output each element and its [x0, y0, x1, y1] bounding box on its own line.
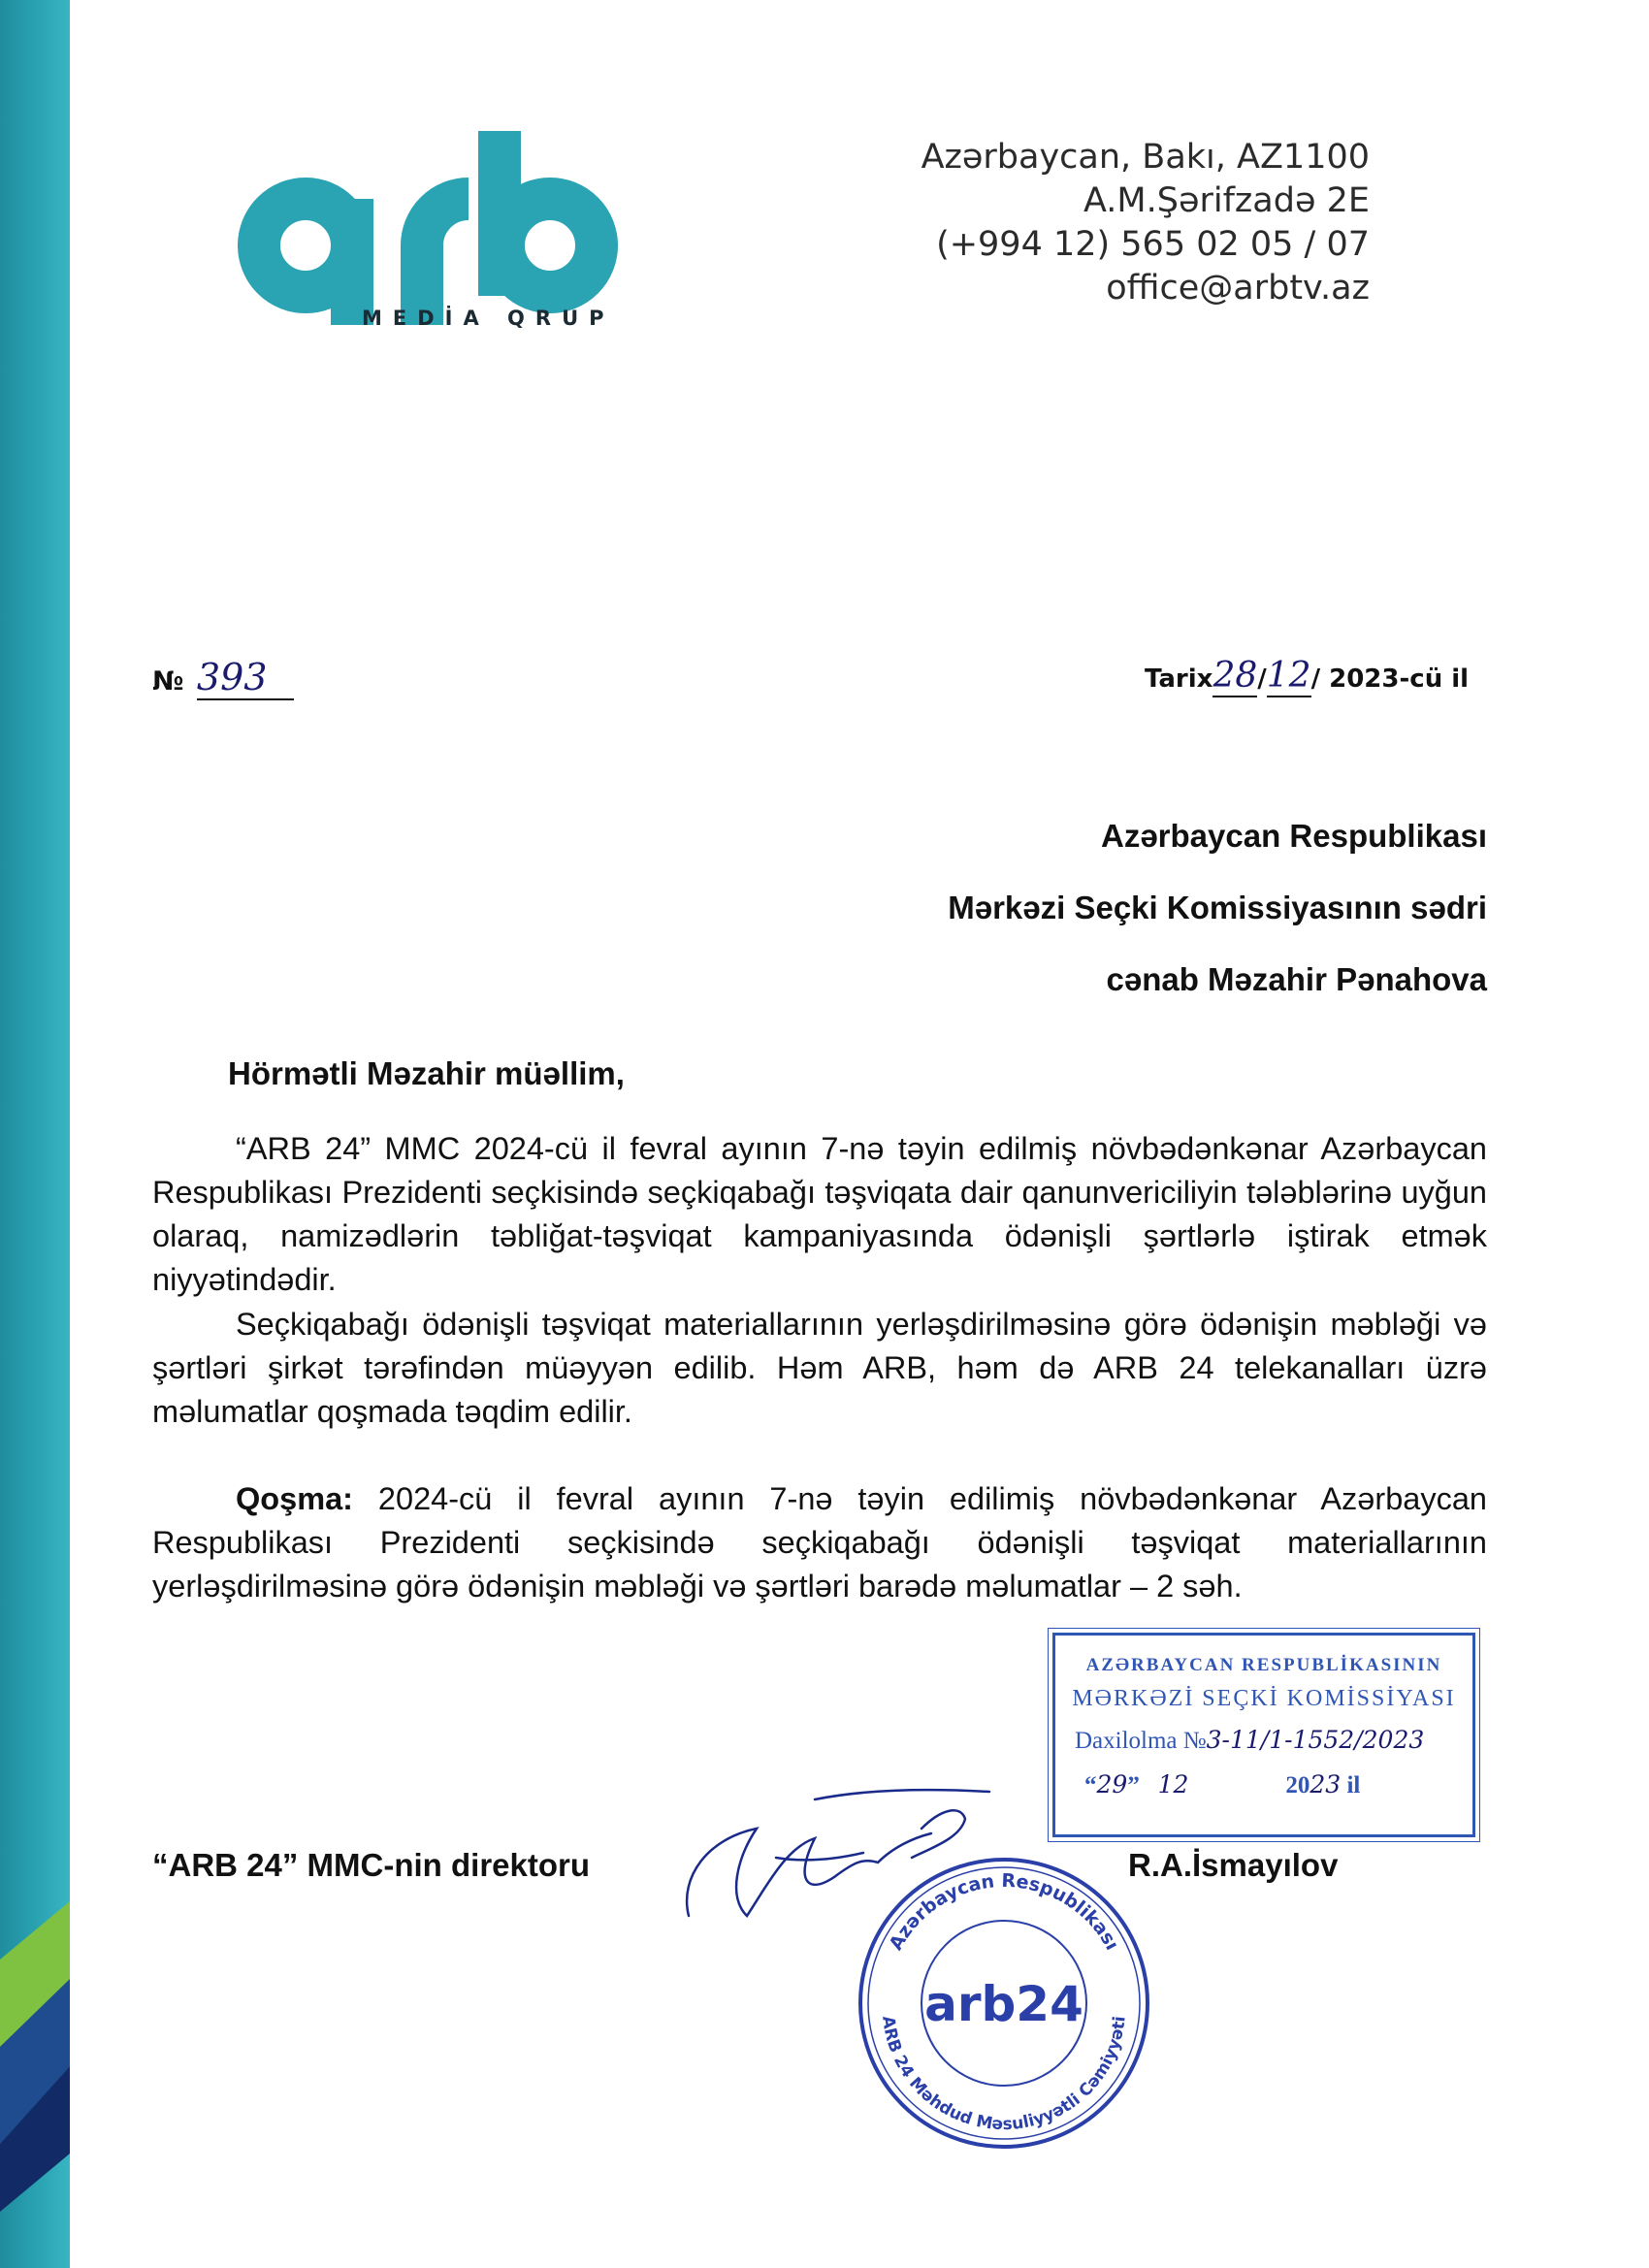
registration-stamp: [1052, 1633, 1475, 1837]
address-line: Azərbaycan, Bakı, AZ1100: [921, 138, 1370, 177]
company-seal: [849, 1848, 1159, 2158]
recipient-line: Azərbaycan Respublikası: [1101, 818, 1487, 854]
stamp-year-suffix: il: [1346, 1772, 1361, 1798]
paragraph-text: Seçkiqabağı ödənişli təşviqat materiallarının yerləşdirilməsinə görə ödənişin məbləği və şərtləri şirkət tərəfindən müəyyən edilib. Həm ARB, həm də ARB 24 telekanalları üzrə məlumatlar qoşmada təqdim edilir.: [152, 1307, 1487, 1429]
attachment-paragraph: [152, 1477, 1487, 1608]
seal-bottom-text: ARB 24 Məhdud Məsuliyyətli Cəmiyyəti: [878, 2015, 1130, 2135]
incoming-value: 3-11/1-1552/2023: [1206, 1726, 1425, 1754]
phone-line: (+994 12) 565 02 05 / 07: [936, 225, 1370, 264]
stamp-month: 12: [1157, 1770, 1189, 1798]
number-label: №: [152, 666, 184, 697]
recipient-block: [948, 800, 1487, 1016]
signatory-name: R.A.İsmayılov: [1128, 1847, 1339, 1883]
paragraph-text: “ARB 24” MMC 2024-cü il fevral ayının 7-nə təyin edilmiş növbədənkənar Azərbaycan Respublikası Prezidenti seçkisində seçkiqabağı təşviqata dair qanunvericiliyin tələblərinə uyğun olaraq, namizədlərin təbliğat-təşviqat kampaniyasında ödənişli şərtlərlə iştirak etmək niyyətindədir.: [152, 1131, 1487, 1297]
seal-center-logo: arb24: [924, 1976, 1083, 2032]
date-suffix: 2023-cü il: [1329, 664, 1470, 694]
company-address: [922, 136, 1370, 310]
attachment-label: Qoşma:: [236, 1481, 354, 1516]
date-day: 28: [1212, 656, 1258, 696]
date-month: 12: [1266, 656, 1311, 696]
logo-subtitle: MEDİA QRUP: [362, 307, 615, 330]
stamp-day: 29: [1096, 1770, 1128, 1798]
attachment-text: 2024-cü il fevral ayının 7-nə təyin edilimiş növbədənkənar Azərbaycan Respublikası Prezidenti seçkisində seçkiqabağı ödənişli təşviqat materiallarının yerləşdirilməsinə görə ödənişin məbləği və şərtləri barədə məlumatlar – 2 səh.: [152, 1481, 1487, 1604]
stamp-date: “29” 12 2023 il: [1084, 1770, 1361, 1798]
stamp-incoming: [1055, 1726, 1472, 1755]
incoming-label: Daxilolma №: [1075, 1728, 1207, 1754]
document-number: [152, 656, 294, 700]
signatory-title: “ARB 24” MMC-nin direktoru: [152, 1847, 591, 1883]
recipient-line: cənab Məzahir Pənahova: [1106, 961, 1487, 997]
body-paragraph: [152, 1127, 1487, 1302]
document-date: Tarix28/12/ 2023-cü il: [1145, 656, 1470, 696]
recipient-line: Mərkəzi Seçki Komissiyasının sədri: [948, 890, 1487, 925]
svg-text:Azərbaycan Respublikası: [886, 1870, 1123, 1954]
address-line: A.M.Şərifzadə 2E: [1083, 181, 1370, 220]
body-paragraph: [152, 1303, 1487, 1434]
stamp-year-prefix: 20: [1285, 1772, 1310, 1798]
stamp-line: MƏRKƏZİ SEÇKİ KOMİSSİYASI: [1072, 1686, 1456, 1711]
email-line: office@arbtv.az: [1106, 269, 1370, 308]
date-label: Tarix: [1145, 664, 1213, 694]
stamp-line: AZƏRBAYCAN RESPUBLİKASININ: [1085, 1655, 1442, 1675]
salutation: Hörmətli Məzahir müəllim,: [228, 1055, 625, 1091]
stripe-wave-decoration: [0, 1901, 70, 2212]
number-value: 393: [197, 656, 294, 700]
seal-top-text: Azərbaycan Respublikası: [885, 1869, 1123, 1955]
stamp-year: 23: [1310, 1770, 1342, 1798]
